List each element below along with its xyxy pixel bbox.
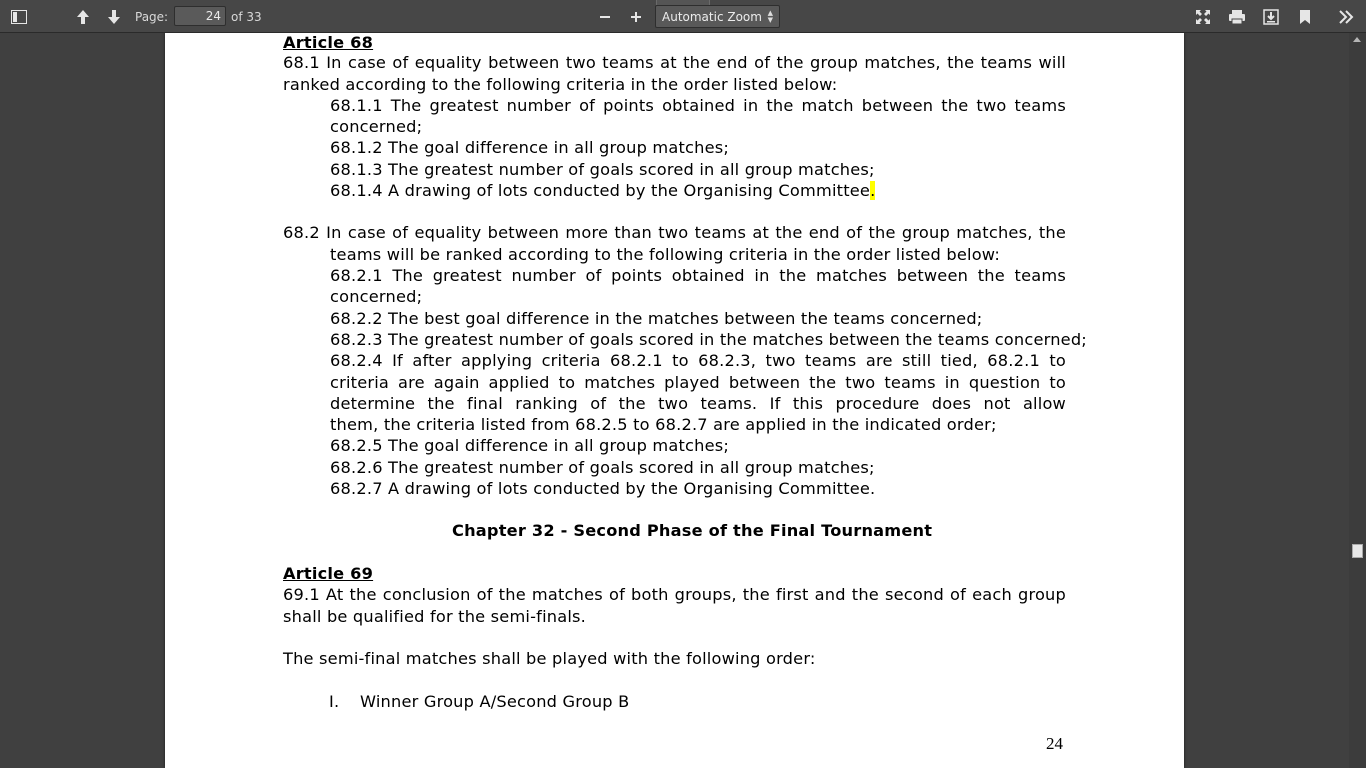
page-label: Page: xyxy=(135,10,169,24)
paragraph-68-2-line: teams will be ranked according to the following criteria in the order listed below: xyxy=(330,245,1001,264)
criterion-68-2-1-line: 68.2.1 The greatest number of points obtained in the matches between the teams xyxy=(330,266,1066,285)
paragraph-69-1-line: shall be qualified for the semi-finals. xyxy=(283,607,587,626)
pdf-toolbar xyxy=(0,0,1366,33)
criterion-68-2-5: 68.2.5 The goal difference in all group matches; xyxy=(330,436,730,455)
criterion-68-2-4-line: criteria are again applied to matches played between the two teams in question to xyxy=(330,373,1066,392)
zoom-out-icon[interactable] xyxy=(593,6,617,28)
page-number: 24 xyxy=(1046,734,1063,753)
download-icon[interactable] xyxy=(1259,6,1283,28)
scroll-up-arrow-icon[interactable] xyxy=(1353,37,1361,42)
previous-page-icon[interactable] xyxy=(71,6,95,28)
criterion-68-1-4 xyxy=(330,181,875,201)
criterion-68-2-2: 68.2.2 The best goal difference in the matches between the teams concerned; xyxy=(330,309,983,328)
list-marker: I. xyxy=(329,692,340,711)
paragraph-68-1-line: ranked according to the following criteria in the order listed below: xyxy=(283,75,838,94)
next-page-icon[interactable] xyxy=(102,6,126,28)
semi-final-order-paragraph: The semi-final matches shall be played with the following order: xyxy=(283,649,816,668)
select-arrows-icon: ▲ ▼ xyxy=(767,9,773,24)
criterion-68-2-3: 68.2.3 The greatest number of goals scored in the matches between the teams concerned; xyxy=(330,330,1087,349)
chapter-32-heading: Chapter 32 - Second Phase of the Final Tournament xyxy=(452,521,933,540)
criterion-68-1-1-line: 68.1.1 The greatest number of points obtained in the match between the two teams xyxy=(330,96,1066,115)
search-highlight: . xyxy=(870,181,876,200)
vertical-scrollbar[interactable] xyxy=(1349,33,1366,768)
paragraph-69-1-line: 69.1 At the conclusion of the matches of both groups, the first and the second of each group xyxy=(283,585,1066,604)
scrollbar-thumb[interactable] xyxy=(1352,544,1363,558)
criterion-68-1-4-text: 68.1.4 A drawing of lots conducted by the Organising Committee xyxy=(330,181,871,200)
page-number-input[interactable] xyxy=(174,6,226,26)
criterion-68-2-4-line: determine the final ranking of the two teams. If this procedure does not allow xyxy=(330,394,1066,413)
criterion-68-1-3: 68.1.3 The greatest number of goals scored in all group matches; xyxy=(330,160,875,179)
zoom-in-icon[interactable] xyxy=(624,6,648,28)
zoom-select-value: Automatic Zoom xyxy=(662,9,762,24)
pdf-page xyxy=(165,33,1184,768)
zoom-select[interactable] xyxy=(655,5,780,28)
article-68-heading: Article 68 xyxy=(283,33,374,52)
tools-chevron-icon[interactable] xyxy=(1334,6,1358,28)
paragraph-68-2-line: 68.2 In case of equality between more than two teams at the end of the group matches, the xyxy=(283,223,1066,242)
presentation-mode-icon[interactable] xyxy=(1191,6,1215,28)
print-icon[interactable] xyxy=(1225,6,1249,28)
document-viewer[interactable] xyxy=(0,33,1366,768)
page-total: of 33 xyxy=(231,10,262,24)
criterion-68-1-2: 68.1.2 The goal difference in all group matches; xyxy=(330,138,730,157)
paragraph-68-1-line: 68.1 In case of equality between two teams at the end of the group matches, the teams will xyxy=(283,53,1066,72)
list-item-semi-final-1: Winner Group A/Second Group B xyxy=(360,692,630,711)
sidebar-toggle-icon[interactable] xyxy=(7,6,31,28)
criterion-68-2-4-line: them, the criteria listed from 68.2.5 to 68.2.7 are applied in the indicated order; xyxy=(330,415,997,434)
bookmark-icon[interactable] xyxy=(1293,6,1317,28)
criterion-68-2-1-line: concerned; xyxy=(330,287,423,306)
article-69-heading: Article 69 xyxy=(283,564,374,583)
criterion-68-2-6: 68.2.6 The greatest number of goals scored in all group matches; xyxy=(330,458,875,477)
criterion-68-2-4-line: 68.2.4 If after applying criteria 68.2.1 to 68.2.3, two teams are still tied, 68.2.1 to xyxy=(330,351,1066,370)
criterion-68-2-7: 68.2.7 A drawing of lots conducted by the Organising Committee. xyxy=(330,479,876,498)
criterion-68-1-1-line: concerned; xyxy=(330,117,423,136)
